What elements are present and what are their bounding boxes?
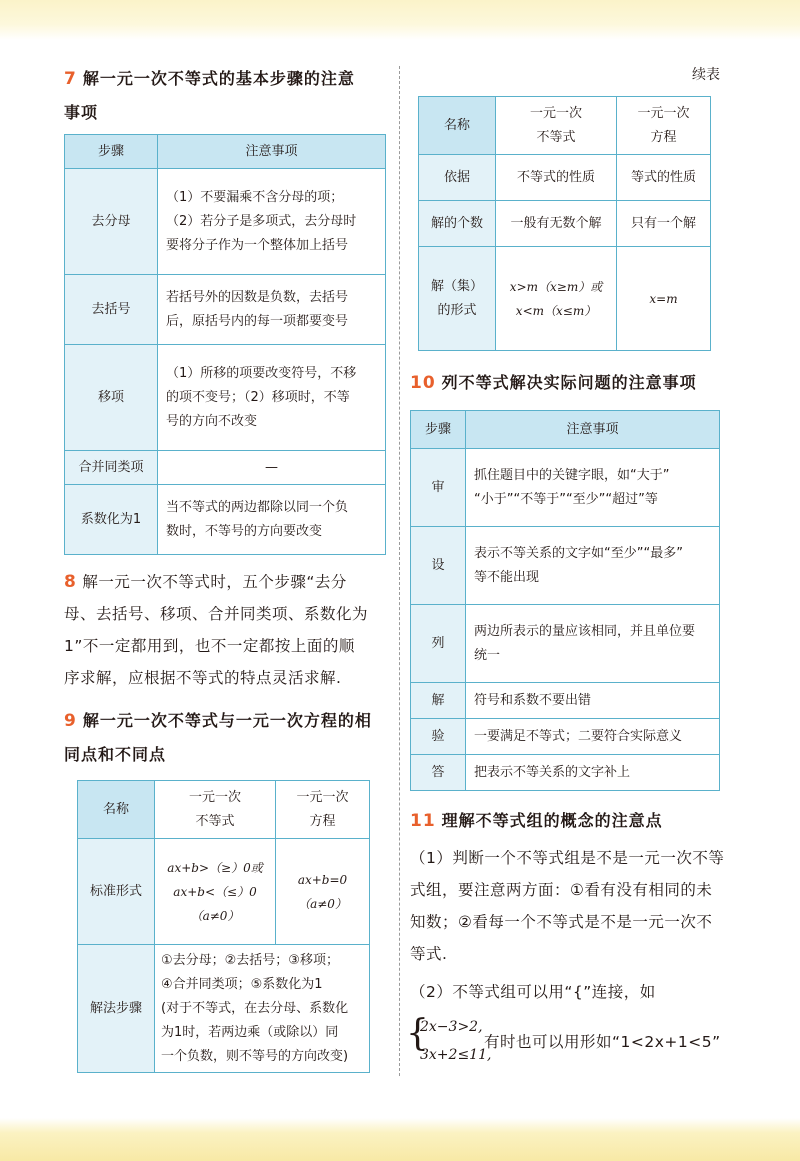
table-header: 一元一次 不等式 <box>155 781 276 839</box>
row-label: 依据 <box>419 155 496 201</box>
paragraph-line: 解一元一次不等式时，五个步骤“去分 <box>82 573 347 591</box>
table-header: 名称 <box>419 97 496 155</box>
continued-table <box>418 96 711 351</box>
section-11-paragraph <box>410 842 740 1008</box>
note-line: 号的方向不改变 <box>166 413 258 429</box>
step-cell: 系数化为1 <box>65 485 158 555</box>
note-line: 要将分子作为一个整体加上括号 <box>166 237 349 253</box>
paragraph-line: （2）不等式组可以用“{”连接，如 <box>410 983 656 1001</box>
paragraph-line: （1）判断一个不等式组是不是一元一次不等 <box>410 849 725 867</box>
step-cell: 审 <box>411 449 466 527</box>
table-header: 一元一次 不等式 <box>496 97 617 155</box>
table-cell: 不等式的性质 <box>496 155 617 201</box>
note-cell <box>158 345 386 451</box>
top-decorative-band <box>0 0 800 40</box>
inequality-form: ax+b>（≥）0或 ax+b<（≤）0 （a≠0） <box>155 839 276 945</box>
note-cell: 符号和系数不要出错 <box>466 683 720 719</box>
table-header: 注意事项 <box>466 411 720 449</box>
step-cell: 验 <box>411 719 466 755</box>
section-10-heading <box>410 366 697 400</box>
step-cell: 列 <box>411 605 466 683</box>
system-line: 2x−3>2, <box>420 1019 483 1035</box>
note-line: 当不等式的两边都除以同一个负 <box>166 499 349 515</box>
note-cell: 抓住题目中的关键字眼，如“大于” “小于”“不等于”“至少”“超过”等 <box>466 449 720 527</box>
section-title-line1: 解一元一次不等式与一元一次方程的相 <box>82 711 372 730</box>
row-label: 解的个数 <box>419 201 496 247</box>
table-header: 一元一次 方程 <box>276 781 370 839</box>
brace-symbol: { <box>406 1013 429 1054</box>
steps-cell: ①去分母；②去括号；③移项； ④合并同类项；⑤系数化为1 (对于不等式，在去分母、系数化 为1时，若两边乘（或除以）同 一个负数，则不等号的方向改变) <box>155 945 370 1073</box>
note-line: 的项不变号；（2）移项时，不等 <box>166 389 350 405</box>
step-cell: 合并同类项 <box>65 451 158 485</box>
section-number: 8 <box>64 572 77 592</box>
column-divider <box>399 66 400 1076</box>
table-cell: 一般有无数个解 <box>496 201 617 247</box>
note-cell: 把表示不等关系的文字补上 <box>466 755 720 791</box>
step-cell: 移项 <box>65 345 158 451</box>
table-header: 步骤 <box>411 411 466 449</box>
table-header: 步骤 <box>65 135 158 169</box>
section-title: 理解不等式组的概念的注意点 <box>441 811 663 830</box>
row-label: 解（集） 的形式 <box>419 247 496 351</box>
note-cell <box>158 485 386 555</box>
word-problem-table <box>410 410 720 791</box>
step-cell: 去括号 <box>65 275 158 345</box>
steps-table <box>64 134 386 555</box>
compare-table <box>77 780 370 1073</box>
note-cell <box>158 169 386 275</box>
paragraph-line: 1”不一定都用到，也不一定都按上面的顺 <box>64 637 355 655</box>
note-cell <box>158 275 386 345</box>
step-cell: 答 <box>411 755 466 791</box>
table-header: 名称 <box>78 781 155 839</box>
section-title: 列不等式解决实际问题的注意事项 <box>441 373 697 392</box>
inequality-system <box>406 1010 496 1072</box>
table-header: 一元一次 方程 <box>617 97 711 155</box>
note-line: 若括号外的因数是负数，去括号 <box>166 289 349 305</box>
section-title-line2: 同点和不同点 <box>64 745 167 764</box>
section-8-paragraph <box>64 566 394 694</box>
bottom-decorative-band <box>0 1118 800 1161</box>
note-cell: 一要满足不等式；二要符合实际意义 <box>466 719 720 755</box>
note-line: （2）若分子是多项式，去分母时 <box>166 213 357 229</box>
section-number: 9 <box>64 711 77 731</box>
row-label: 解法步骤 <box>78 945 155 1073</box>
step-cell: 解 <box>411 683 466 719</box>
paragraph-line: 等式. <box>410 945 448 963</box>
system-line: 3x+2≤11, <box>420 1047 492 1063</box>
row-label: 标准形式 <box>78 839 155 945</box>
note-cell: — <box>158 451 386 485</box>
paragraph-line: 式组，要注意两方面：①看有没有相同的未 <box>410 881 713 899</box>
table-cell: x=m <box>617 247 711 351</box>
step-cell: 设 <box>411 527 466 605</box>
paragraph-line: 知数；②看每一个不等式是不是一元一次不 <box>410 913 713 931</box>
paragraph-line: 母、去括号、移项、合并同类项、系数化为 <box>64 605 369 623</box>
note-cell: 表示不等关系的文字如“至少”“最多” 等不能出现 <box>466 527 720 605</box>
paragraph-line: 序求解，应根据不等式的特点灵活求解. <box>64 669 342 687</box>
section-number: 11 <box>410 811 436 831</box>
table-header: 注意事项 <box>158 135 386 169</box>
note-line: （1）不要漏乘不含分母的项； <box>166 189 344 205</box>
note-line: 后，原括号内的每一项都要变号 <box>166 313 349 329</box>
equation-form: ax+b=0（a≠0） <box>276 839 370 945</box>
continued-label: 续表 <box>692 67 720 83</box>
section-title-line2: 事项 <box>64 103 99 122</box>
section-number: 10 <box>410 373 436 393</box>
table-cell: 只有一个解 <box>617 201 711 247</box>
note-line: （1）所移的项要改变符号，不移 <box>166 365 357 381</box>
step-cell: 去分母 <box>65 169 158 275</box>
section-9-heading <box>64 704 372 738</box>
paragraph-line: 有时也可以用形如“1<2x+1<5” <box>484 1033 721 1051</box>
section-title-line1: 解一元一次不等式的基本步骤的注意 <box>82 69 355 88</box>
note-line: 数时，不等号的方向要改变 <box>166 523 323 539</box>
note-cell: 两边所表示的量应该相同，并且单位要 统一 <box>466 605 720 683</box>
section-number: 7 <box>64 69 77 89</box>
section-7-heading <box>64 62 355 96</box>
table-cell: 等式的性质 <box>617 155 711 201</box>
table-cell: x>m（x≥m）或 x<m（x≤m） <box>496 247 617 351</box>
section-11-heading <box>410 804 663 838</box>
